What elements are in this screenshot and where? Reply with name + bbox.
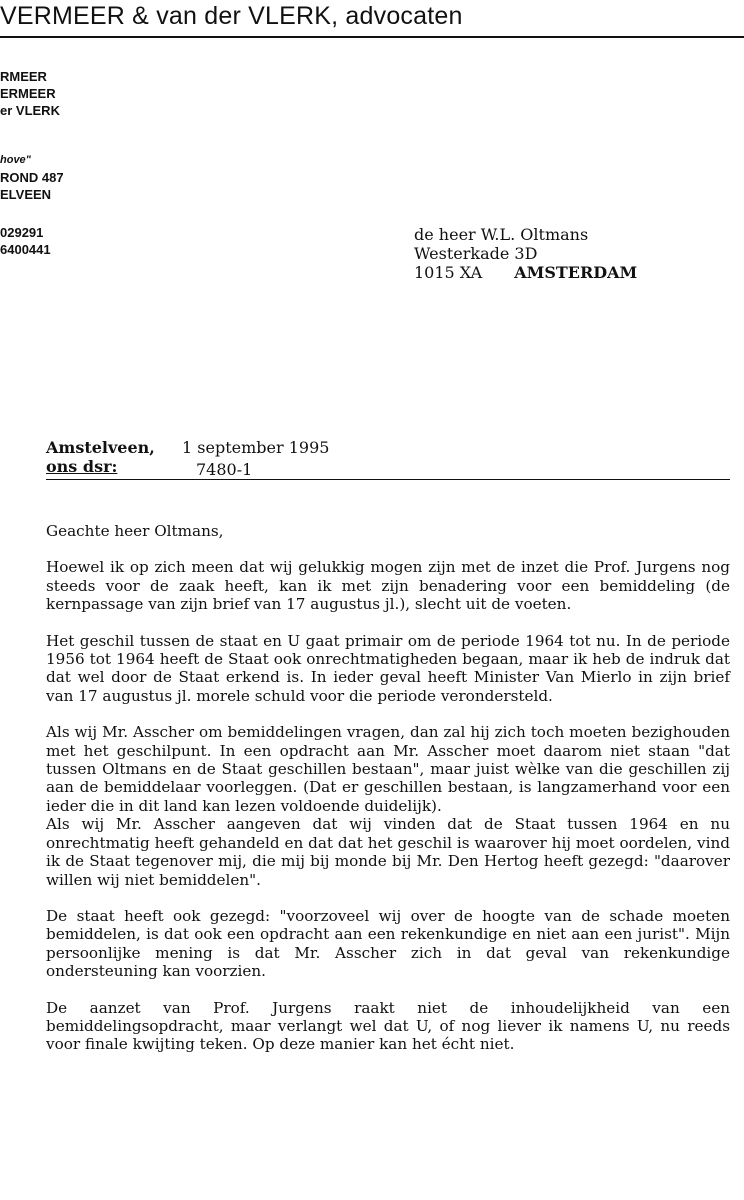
address-line: ELVEEN bbox=[0, 187, 52, 202]
addressee-city: AMSTERDAM bbox=[514, 263, 638, 282]
salutation: Geachte heer Oltmans, bbox=[46, 522, 224, 540]
partner-name: RMEER bbox=[0, 69, 47, 84]
firm-name: VERMEER & van der VLERK, advocaten bbox=[0, 2, 463, 30]
body-paragraph: Het geschil tussen de staat en U gaat primair om de periode 1964 tot nu. In de periode 1956 tot 1964 heeft de Staat ook onrechtmatigheden begaan, maar ik heb de indruk dat dat wel door de Staat erkend is. In ieder geval heeft Minister Van Mierlo in zijn brief van 17 augustus jl. morele schuld voor die periode verondersteld. bbox=[46, 631, 730, 705]
partner-name: er VLERK bbox=[0, 103, 60, 118]
body-paragraph: Hoewel ik op zich meen dat wij gelukkig mogen zijn met de inzet die Prof. Jurgens nog steeds voor de zaak heeft, kan ik met zijn benadering voor een bemiddeling (de kernpassage van zijn brief van 17 augustus jl.), slecht uit de voeten. bbox=[46, 558, 730, 614]
body-paragraph: Als wij Mr. Asscher aangeven dat wij vinden dat de Staat tussen 1964 en nu onrechtmatig heeft gehandeld en dat dat het geschil is waarover hij moet oordelen, vind ik de Staat tegenover mij, die mij bij monde bij Mr. Den Hertog heeft gezegd: "daarover willen wij niet bemiddelen". bbox=[46, 815, 730, 889]
dateline bbox=[46, 438, 730, 480]
body-paragraph: De aanzet van Prof. Jurgens raakt niet de inhoudelijkheid van een bemiddelingsopdracht, maar verlangt wel dat U, of nog liever ik namens U, nu reeds voor finale kwijting teken. Op deze manier kan het écht niet. bbox=[46, 998, 730, 1054]
body-paragraph: Als wij Mr. Asscher om bemiddelingen vragen, dan zal hij zich toch moeten bezighouden met het geschilpunt. In een opdracht aan Mr. Asscher moet daarom niet staan "dat tussen Oltmans en de Staat geschillen bestaan", maar juist wèlke van die geschillen zij aan de bemiddelaar voorleggen. (Dat er geschillen bestaan, is langzamerhand voor een ieder die in dit land kan lezen voldoende duidelijk). bbox=[46, 723, 730, 815]
partner-names bbox=[0, 68, 60, 119]
body-paragraph: De staat heeft ook gezegd: "voorzoveel wij over de hoogte van de schade moeten bemiddelen, is dat ook een opdracht aan een rekenkundige en niet aan een jurist". Mijn persoonlijke mening is dat Mr. Asscher zich in dat geval van rekenkundige ondersteuning kan voorzien. bbox=[46, 906, 730, 981]
addressee-postcode: 1015 XA bbox=[414, 263, 483, 282]
fax-number: 6400441 bbox=[0, 242, 51, 257]
address-line: hove" bbox=[0, 154, 31, 166]
letter-body bbox=[46, 522, 730, 1054]
addressee-block bbox=[414, 225, 637, 282]
address-line: ROND 487 bbox=[0, 170, 64, 185]
phone-number: 029291 bbox=[0, 225, 44, 240]
addressee-street: Westerkade 3D bbox=[414, 244, 538, 263]
firm-address bbox=[0, 152, 64, 203]
place-label: Amstelveen, bbox=[46, 438, 155, 457]
firm-numbers bbox=[0, 224, 51, 258]
addressee-name: de heer W.L. Oltmans bbox=[414, 225, 589, 244]
letterhead bbox=[0, 2, 744, 38]
partner-name: ERMEER bbox=[0, 86, 56, 101]
reference-number: 7480-1 bbox=[196, 460, 253, 479]
reference-label: ons dsr: bbox=[46, 457, 118, 476]
letter-date: 1 september 1995 bbox=[182, 438, 330, 457]
